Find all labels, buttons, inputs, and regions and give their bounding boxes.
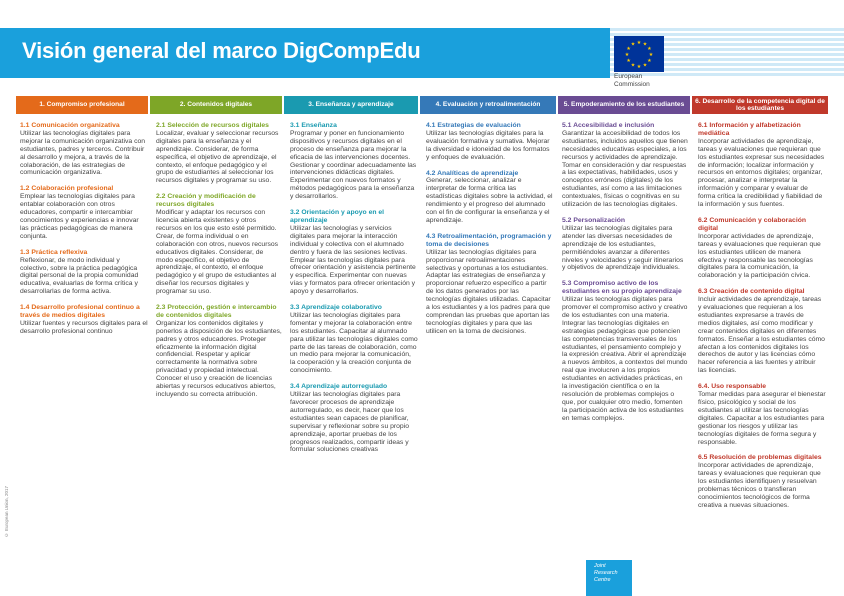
competence-4-3 [426, 233, 554, 336]
competence-3-4 [290, 383, 418, 454]
competence-title: 2.1 Selección de recursos digitales [156, 122, 269, 129]
competence-body: Utilizar las tecnologías y servicios digitales para mejorar la interacción individual y colectiva con el alumnado dentro y fuera de las sesiones lectivas. Emplear las tecnologías digitales para ofrecer orientación y asistencia pertinente y específica. Experimentar con nuevas vías y formatos para ofrecer orientación y apoyo y desarrollarlos. [290, 224, 416, 296]
competence-title: 4.1 Estrategias de evaluación [426, 122, 521, 129]
competence-5-2 [562, 217, 688, 272]
competence-body: Organizar los contenidos digitales y ponerlos a disposición de los estudiantes, padres y otros educadores. Proteger eficazmente la información digital confidencial. Respetar y aplicar correctamente la normativa sobre privacidad y propiedad intelectual. Conocer el uso y creación de licencias abiertas y recursos educativos abiertos, incluyendo su correcta atribución. [156, 319, 282, 398]
competence-body: Modificar y adaptar los recursos con licencia abierta existentes y otros recursos en los que esto esté permitido. Crear, de forma individual o en colaboración con otros, nuevos recursos educativos digitales. Considerar, de modo específico, el objetivo de aprendizaje, el contexto, el enfoque pedagógico y el grupo de estudiantes al diseñar los recursos digitales y programar su uso. [156, 209, 279, 296]
competence-body: Utilizar las tecnologías digitales para la evaluación formativa y sumativa. Mejorar la diversidad e idoneidad de los formatos y enfoques de evaluación. [426, 129, 550, 161]
competence-body: Programar y poner en funcionamiento dispositivos y recursos digitales en el proceso de enseñanza para mejorar la eficacia de las intervenciones docentes. Gestionar y coordinar adecuadamente las intervenciones didácticas digitales. Experimentar con nuevos formatos y métodos pedagógicos para la enseñanza y desarrollarlos. [290, 129, 417, 201]
column-5 [562, 122, 688, 431]
competence-body: Incorporar actividades de aprendizaje, tareas y evaluaciones que requieran que los estudiantes expresar sus necesidades de información; localizar información y recursos en entornos digitales; organizar, procesar, analizar e interpretar la información y comparar y evaluar de forma crítica la credibilidad y fiabilidad de la información y sus fuentes. [698, 137, 825, 209]
column-header-1: 1. Compromiso profesional [16, 96, 148, 114]
svg-text:★: ★ [647, 46, 652, 52]
svg-text:★: ★ [642, 41, 648, 48]
competence-body: Garantizar la accesibilidad de todos los estudiantes, incluidos aquellos que tienen necesidades educativas especiales, a los recursos y actividades de aprendizaje. Tomar en consideración y dar respuestas a las expectativas, habilidades, usos y conceptos erróneos (digitales) de los estudiantes, así como a las limitaciones contextuales, físicas o cognitivas en su utilización de las tecnologías digitales. [562, 129, 688, 209]
eu-stars-icon [614, 36, 664, 72]
column-header-2: 2. Contenidos digitales [150, 96, 282, 114]
competence-title: 3.3 Aprendizaje colaborativo [290, 304, 382, 312]
svg-text:★: ★ [647, 58, 652, 64]
competence-body: Incorporar actividades de aprendizaje, tareas y evaluaciones que requieran que los estudiantes utilicen de manera efectiva y responsable las tecnologías digitales para la comunicación, la colaboración y la participación cívica. [698, 232, 821, 280]
competence-title: 3.4 Aprendizaje autorregulado [290, 383, 388, 391]
competence-title: 2.2 Creación y modificación de recursos digitales [156, 193, 256, 209]
column-3 [290, 122, 418, 462]
competence-4-1 [426, 122, 554, 162]
competence-6-2 [698, 217, 826, 280]
svg-text:★: ★ [630, 62, 636, 69]
column-4 [426, 122, 554, 344]
competence-body: Reflexionar, de modo individual y colectivo, sobre la práctica pedagógica digital personal de la propia comunidad educativa, evaluarlas de forma crítica y desarrollarlas de forma activa. [20, 256, 139, 296]
competence-title: 1.2 Colaboración profesional [20, 185, 114, 193]
competence-6-5 [698, 454, 826, 509]
competence-4-2 [426, 170, 554, 225]
column-header-6: 6. Desarrollo de la competencia digital de los estudiantes [692, 96, 828, 114]
competence-body: Incluir actividades de aprendizaje, tareas y evaluaciones que requieran a los estudiantes expresarse a través de medios digitales, así como modificar y crear contenidos digitales en diferentes formatos. Enseñar a los estudiantes cómo afectan a los contenidos digitales los derechos de autor y las licencias cómo hacer referencia a las fuentes y atribuir las licencias. [698, 296, 825, 375]
column-6 [698, 122, 826, 518]
competence-6-3 [698, 288, 826, 375]
competence-title: 6.5 Resolución de problemas digitales [698, 454, 822, 462]
competence-2-2 [156, 193, 282, 296]
svg-text:★: ★ [636, 64, 642, 70]
svg-text:★: ★ [624, 52, 630, 58]
competence-body: Utilizar las tecnologías digitales para favorecer procesos de aprendizaje autorregulado, es decir, hacer que los estudiantes sean capaces de planificar, supervisar y reflexionar sobre su propio aprendizaje, aportar pruebas de los progresos realizados, compartir ideas y formular soluciones creativas [290, 391, 410, 454]
competence-title: 3.1 Enseñanza [290, 122, 337, 129]
competence-1-4 [20, 304, 148, 336]
competence-title: 1.3 Práctica reflexiva [20, 248, 88, 256]
competence-5-1 [562, 122, 688, 209]
competence-1-3 [20, 249, 148, 296]
page-title: Visión general del marco DigCompEdu [22, 38, 421, 63]
svg-text:★: ★ [636, 40, 642, 46]
competence-body: Localizar, evaluar y seleccionar recursos digitales para la enseñanza y el aprendizaje. Considerar, de forma específica, el objetivo de aprendizaje, el contexto, el enfoque pedagógico y el grupo de estudiantes al seleccionar los recursos digitales y programar su uso. [156, 129, 279, 185]
competence-title: 1.4 Desarrollo profesional continuo a través de medios digitales [20, 304, 140, 320]
competence-title: 6.4. Uso responsable [698, 383, 766, 391]
copyright-notice: © European Union, 2017 [4, 486, 9, 538]
title-band [0, 28, 610, 78]
column-header-3: 3. Enseñanza y aprendizaje [284, 96, 418, 114]
competence-title: 5.2 Personalización [562, 216, 626, 224]
competence-6-4 [698, 383, 826, 446]
competence-body: Emplear las tecnologías digitales para entablar colaboración con otros educadores, compartir e intercambiar conocimientos y experiencias e innovar las prácticas pedagógicas de manera conjunta. [20, 193, 139, 240]
competence-3-1 [290, 122, 418, 201]
column-2 [156, 122, 282, 407]
eu-logo-text: European Commission [614, 73, 650, 88]
competence-title: 6.2 Comunicación y colaboración digital [698, 216, 807, 232]
svg-text:★: ★ [648, 52, 654, 58]
competence-body: Utilizar las tecnologías digitales para mejorar la comunicación organizativa con estudiantes, padres y terceros. Contribuir al desarrollo y mejora, a través de la colaboración, de las estrategias de comunicación organizativa. [20, 129, 146, 177]
competence-1-1 [20, 122, 148, 177]
competence-title: 5.1 Accesibilidad e inclusión [562, 122, 655, 129]
competence-6-1 [698, 122, 826, 209]
competence-body: Utilizar las tecnologías digitales para promover el compromiso activo y creativo de los estudiantes con una materia. Integrar las tecnologías digitales en estrategias pedagógicas que potencien las competencias transversales de los estudiantes, el pensamiento complejo y la expresión creativa. Abrir el aprendizaje a nuevos ámbitos, a contextos del mundo real que involucren a los propios estudiantes en actividades prácticas, en la investigación científica o en la resolución de problemas complejos o que, por cualquier otro medio, fomenten la participación activa de los estudiantes en temas complejos. [562, 296, 688, 422]
competence-title: 6.3 Creación de contenido digital [698, 288, 805, 296]
competence-3-2 [290, 209, 418, 296]
svg-text:★: ★ [626, 58, 631, 64]
competence-body: Tomar medidas para asegurar el bienestar físico, psicológico y social de los estudiantes al utilizar las tecnologías digitales. Capacitar a los estudiantes para gestionar los riesgos y utilizar las tecnologías digitales de forma segura y responsable. [698, 391, 826, 446]
competence-title: 5.3 Compromiso activo de los estudiantes en su propio aprendizaje [562, 280, 682, 296]
competence-title: 2.3 Protección, gestión e intercambio de contenidos digitales [156, 304, 277, 319]
competence-body: Generar, seleccionar, analizar e interpretar de forma crítica las estadísticas digitales sobre la actividad, el rendimiento y el progreso del alumnado con el fin de configurar la enseñanza y el aprendizaje. [426, 177, 553, 224]
competence-body: Utilizar las tecnologías digitales para fomentar y mejorar la colaboración entre los estudiantes. Capacitar al alumnado para utilizar las tecnologías digitales como parte de las tareas de colaboración, como un medio para mejorar la comunicación, la cooperación y la creación conjunta de conocimiento. [290, 311, 418, 375]
svg-text:★: ★ [626, 46, 631, 52]
column-header-5: 5. Empoderamiento de los estudiantes [558, 96, 690, 114]
competence-body: Utilizar las tecnologías digitales para proporcionar retroalimentaciones selectivas y oportunas a los estudiantes. Adaptar las estrategias de enseñanza y proporcionar refuerzo específico a partir de los datos generados por las tecnologías digitales utilizadas. Capacitar a los estudiantes y a los padres para que comprendan las pruebas que aportan las tecnologías digitales y para que las utilicen en la toma de decisiones. [426, 248, 551, 335]
competence-3-3 [290, 304, 418, 375]
column-1 [20, 122, 148, 344]
competence-title: 6.1 Información y alfabetización mediática [698, 122, 801, 137]
svg-text:★: ★ [630, 41, 636, 48]
competence-title: 3.2 Orientación y apoyo en el aprendizaje [290, 209, 385, 224]
jrc-logo: Joint Research Centre [586, 560, 632, 596]
competence-body: Utilizar las tecnologías digitales para atender las diversas necesidades de aprendizaje de los estudiantes, permitiéndoles avanzar a diferentes niveles y velocidades y seguir itinerarios y objetivos de aprendizaje individuales. [562, 224, 684, 272]
svg-text:★: ★ [642, 62, 648, 69]
column-header-4: 4. Evaluación y retroalimentación [420, 96, 556, 114]
competence-title: 1.1 Comunicación organizativa [20, 122, 120, 129]
eu-flag-logo [614, 36, 664, 72]
competence-2-1 [156, 122, 282, 185]
competence-1-2 [20, 185, 148, 240]
competence-5-3 [562, 280, 688, 422]
competence-title: 4.2 Analíticas de aprendizaje [426, 169, 519, 177]
competence-2-3 [156, 304, 282, 399]
page-header [0, 0, 844, 92]
competence-body: Incorporar actividades de aprendizaje, tareas y evaluaciones que requieran que los estudiantes identifiquen y resuelvan problemas técnicos o transfieran conocimientos tecnológicos de forma creativa a nuevas situaciones. [698, 462, 821, 509]
competence-title: 4.3 Retroalimentación, programación y toma de decisiones [426, 232, 552, 248]
competence-body: Utilizar fuentes y recursos digitales para el desarrollo profesional continuo [20, 319, 148, 335]
